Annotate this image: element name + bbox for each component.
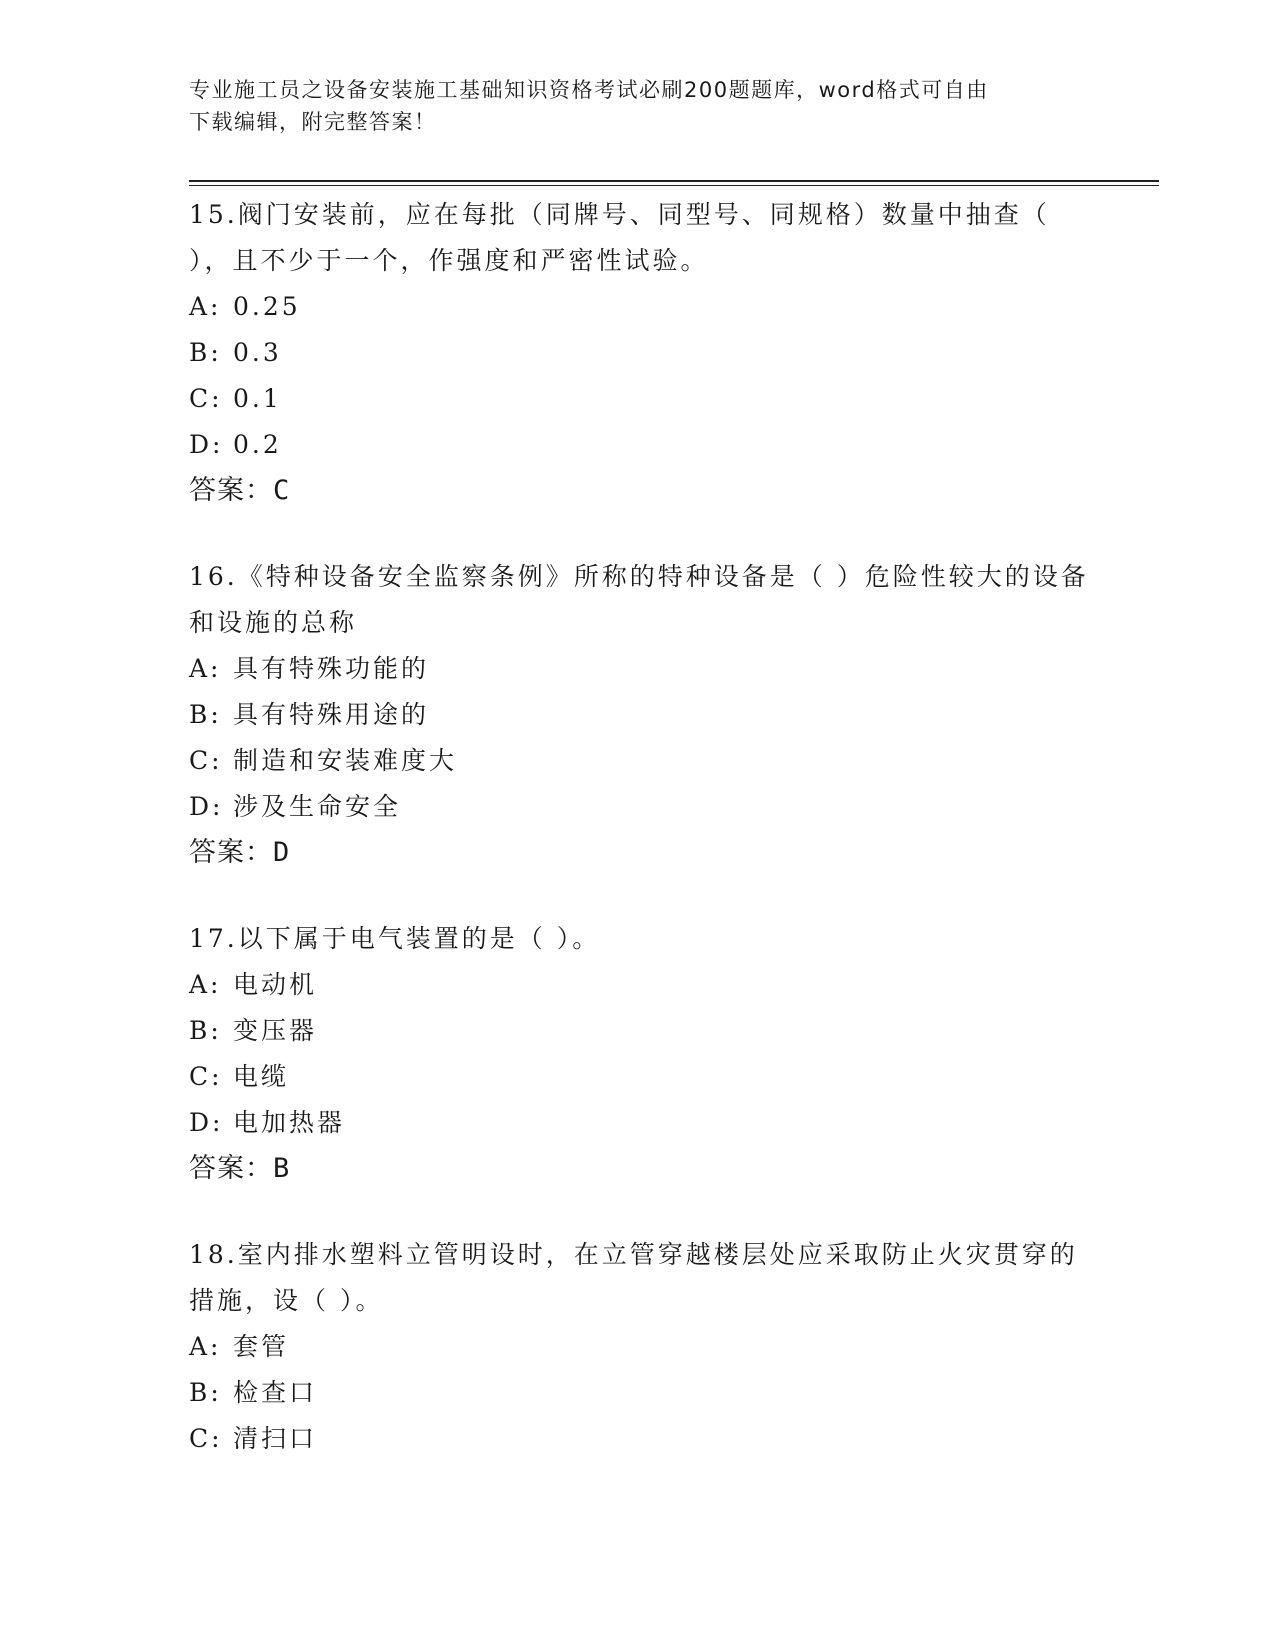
option-a (189, 1324, 1089, 1370)
header-line-1: 专业施工员之设备安装施工基础知识资格考试必刷200题题库，word格式可自由 (189, 78, 989, 102)
option-b (189, 1008, 1089, 1054)
option-text: 电缆 (233, 1062, 290, 1091)
option-key: B: (189, 700, 222, 729)
option-a (189, 284, 1089, 330)
option-a (189, 646, 1089, 692)
question-18 (189, 1232, 1089, 1462)
option-key: A: (189, 654, 222, 683)
question-16 (189, 554, 1089, 876)
question-list (189, 192, 1089, 1502)
question-stem: 17.以下属于电气装置的是（ ）。 (189, 924, 601, 953)
question-stem: 18.室内排水塑料立管明设时，在立管穿越楼层处应采取防止火灾贯穿的措施，设（ ）。 (189, 1240, 1078, 1315)
answer-line (189, 1146, 1089, 1192)
option-key: A: (189, 292, 222, 321)
option-text: 清扫口 (233, 1424, 318, 1453)
answer-label: 答案： (189, 837, 273, 868)
option-text: 0.1 (233, 384, 282, 413)
option-text: 具有特殊功能的 (233, 654, 430, 683)
option-text: 套管 (233, 1332, 290, 1361)
option-key: B: (189, 1378, 222, 1407)
answer-line (189, 468, 1089, 514)
option-key: B: (189, 338, 222, 367)
option-text: 制造和安装难度大 (233, 746, 458, 775)
option-text: 0.3 (233, 338, 282, 367)
option-key: B: (189, 1016, 222, 1045)
option-a (189, 962, 1089, 1008)
option-d (189, 422, 1089, 468)
answer-line (189, 830, 1089, 876)
option-b (189, 330, 1089, 376)
question-stem: 16.《特种设备安全监察条例》所称的特种设备是（ ）危险性较大的设备和设施的总称 (189, 562, 1089, 637)
question-15 (189, 192, 1089, 514)
option-key: A: (189, 1332, 222, 1361)
header-divider-thick (189, 180, 1159, 182)
option-c (189, 376, 1089, 422)
option-key: D: (189, 792, 224, 821)
answer-value: C (273, 475, 291, 506)
option-key: D: (189, 1108, 224, 1137)
option-key: C: (189, 746, 223, 775)
option-d (189, 1100, 1089, 1146)
header-divider-thin (189, 185, 1159, 186)
option-text: 0.25 (233, 292, 301, 321)
option-key: C: (189, 1424, 223, 1453)
answer-label: 答案： (189, 1153, 273, 1184)
option-c (189, 1054, 1089, 1100)
option-text: 涉及生命安全 (233, 792, 402, 821)
option-key: D: (189, 430, 224, 459)
header-line-2: 下载编辑，附完整答案！ (189, 110, 437, 134)
option-b (189, 692, 1089, 738)
option-text: 检查口 (233, 1378, 318, 1407)
answer-label: 答案： (189, 475, 273, 506)
option-key: A: (189, 970, 222, 999)
option-text: 电动机 (233, 970, 318, 999)
document-header (189, 74, 1069, 138)
option-c (189, 1416, 1089, 1462)
option-text: 电加热器 (233, 1108, 346, 1137)
option-b (189, 1370, 1089, 1416)
answer-value: D (273, 837, 291, 868)
option-c (189, 738, 1089, 784)
option-key: C: (189, 384, 223, 413)
option-text: 变压器 (233, 1016, 318, 1045)
answer-value: B (273, 1153, 291, 1184)
question-17 (189, 916, 1089, 1192)
option-text: 0.2 (233, 430, 282, 459)
option-d (189, 784, 1089, 830)
option-key: C: (189, 1062, 223, 1091)
question-stem: 15.阀门安装前，应在每批（同牌号、同型号、同规格）数量中抽查（ ），且不少于一个，作强度和严密性试验。 (189, 200, 1050, 275)
option-text: 具有特殊用途的 (233, 700, 430, 729)
